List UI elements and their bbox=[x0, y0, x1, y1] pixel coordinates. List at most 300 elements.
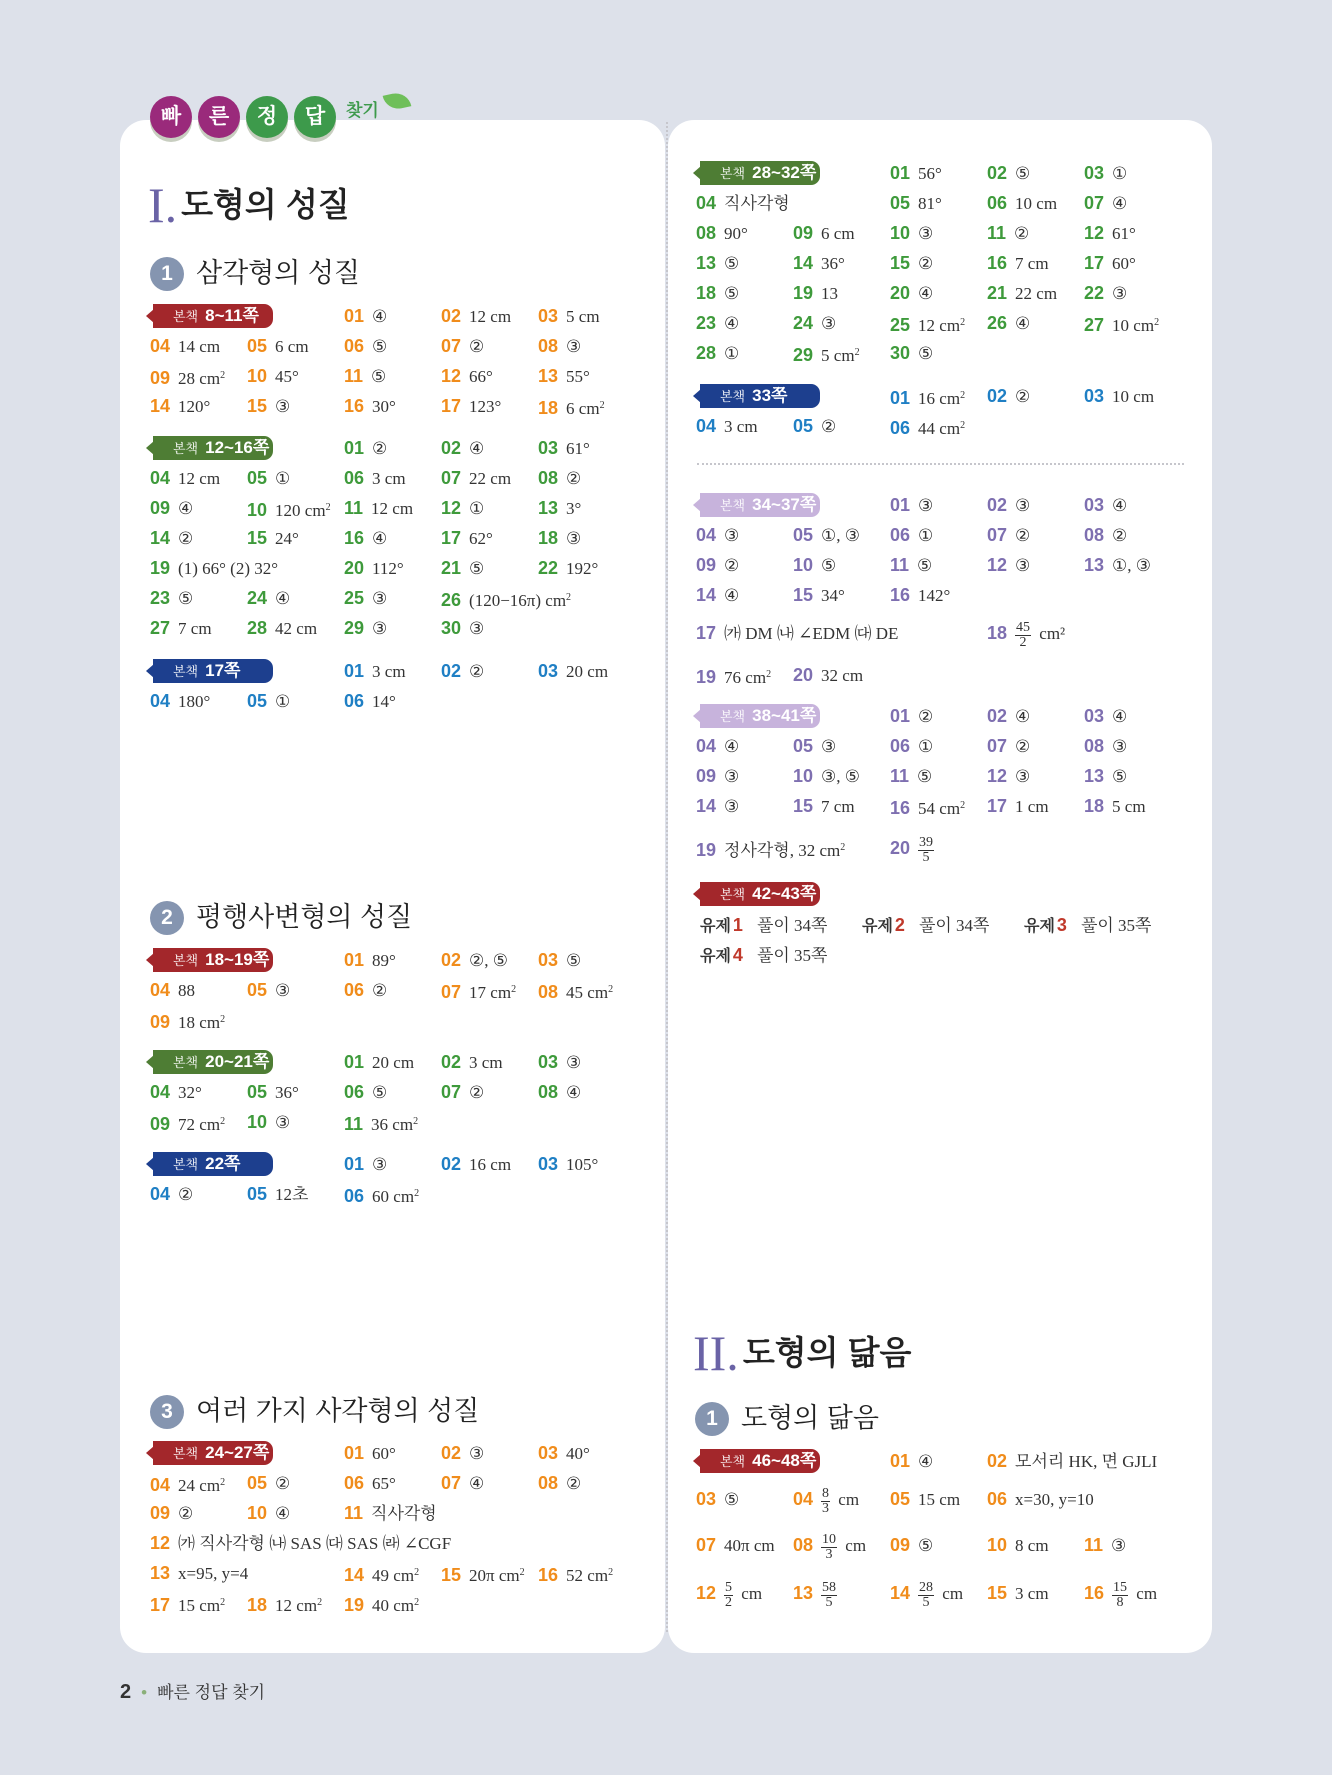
page-tag-24: 본책 24~27쪽 bbox=[153, 1441, 273, 1465]
answer-item bbox=[441, 334, 484, 358]
answer-number: 01 bbox=[890, 1451, 911, 1471]
answer-item bbox=[793, 1580, 841, 1610]
answer-item bbox=[344, 304, 387, 328]
answer-item bbox=[247, 466, 290, 490]
answer-number: 19 bbox=[344, 1595, 365, 1615]
answer-item bbox=[987, 1581, 1049, 1605]
answer-number: 03 bbox=[538, 661, 559, 681]
answer-item bbox=[150, 556, 278, 580]
answer-value: (1) 66° (2) 32° bbox=[178, 559, 279, 578]
answer-item bbox=[538, 1441, 590, 1465]
answer-number: 15 bbox=[890, 253, 911, 273]
answer-number: 04 bbox=[150, 980, 171, 1000]
answer-value: 16 $cm^2$ bbox=[918, 389, 966, 408]
answer-value: 42 cm bbox=[275, 619, 318, 638]
answer-value: 정사각형, 32 $cm^2$ bbox=[724, 841, 846, 860]
answer-value: ① bbox=[918, 737, 934, 756]
answer-item bbox=[696, 221, 748, 245]
answer-item bbox=[538, 304, 600, 328]
answer-value: $\frac{28}{5}$ cm bbox=[919, 1580, 964, 1610]
answer-item bbox=[247, 1110, 290, 1134]
answer-item bbox=[150, 1471, 225, 1495]
answer-number: 12 bbox=[987, 555, 1008, 575]
answer-item bbox=[987, 493, 1030, 517]
answer-value: 28 $cm^2$ bbox=[178, 369, 226, 388]
answer-number: 04 bbox=[150, 336, 171, 356]
answer-number: 11 bbox=[344, 366, 364, 386]
section-number: 3 bbox=[150, 1395, 184, 1429]
answer-value: 3 cm bbox=[372, 469, 406, 488]
answer-value: ④ bbox=[275, 1504, 291, 1523]
section-title: 평행사변형의 성질 bbox=[196, 902, 413, 932]
answer-number: 02 bbox=[441, 661, 462, 681]
answer-number: 19 bbox=[696, 840, 717, 860]
answer-value: ⑤ bbox=[918, 1536, 934, 1555]
answer-value: ③, ⑤ bbox=[821, 767, 861, 786]
answer-item bbox=[793, 583, 845, 607]
answer-item bbox=[344, 1182, 419, 1206]
answer-item bbox=[793, 1532, 867, 1562]
answer-item bbox=[987, 620, 1066, 650]
page-tag-28: 본책 28~32쪽 bbox=[700, 161, 820, 185]
answer-number: 02 bbox=[441, 950, 462, 970]
answer-number: 14 bbox=[696, 796, 717, 816]
answer-number: 01 bbox=[890, 495, 911, 515]
page-tag-18: 본책 18~19쪽 bbox=[153, 948, 273, 972]
answer-number: 07 bbox=[987, 525, 1008, 545]
answer-value: ③ bbox=[372, 619, 388, 638]
answer-item bbox=[793, 553, 836, 577]
answer-item bbox=[150, 1531, 451, 1555]
answer-value: 60° bbox=[1112, 254, 1136, 273]
answer-item bbox=[150, 496, 193, 520]
answer-number: 03 bbox=[1084, 386, 1105, 406]
answer-item bbox=[890, 341, 933, 365]
answer-number: 03 bbox=[538, 1154, 559, 1174]
answer-item bbox=[247, 1471, 290, 1495]
answer-item bbox=[890, 384, 965, 408]
footer bbox=[120, 1678, 265, 1704]
answer-item bbox=[150, 466, 220, 490]
answer-value: 62° bbox=[469, 529, 493, 548]
answer-item bbox=[538, 1050, 581, 1074]
answer-item bbox=[890, 523, 933, 547]
answer-value: ⑤ bbox=[918, 344, 934, 363]
answer-item bbox=[441, 1441, 484, 1465]
answer-value: ① bbox=[724, 344, 740, 363]
answer-item bbox=[793, 251, 845, 275]
answer-number: 16 bbox=[987, 253, 1008, 273]
answer-item bbox=[344, 556, 404, 580]
answer-number: 14 bbox=[344, 1565, 365, 1585]
answer-item bbox=[441, 496, 484, 520]
answer-number: 04 bbox=[696, 525, 717, 545]
answer-value: 36° bbox=[275, 1083, 299, 1102]
answer-item bbox=[344, 1561, 419, 1585]
answer-value: ③ bbox=[566, 1053, 582, 1072]
answer-item bbox=[538, 1080, 581, 1104]
answer-item bbox=[793, 414, 836, 438]
answer-number: 10 bbox=[247, 500, 268, 520]
answer-item bbox=[890, 281, 933, 305]
answer-item bbox=[987, 384, 1030, 408]
answer-number: 12 bbox=[441, 498, 462, 518]
answer-number: 05 bbox=[890, 193, 911, 213]
answer-value: $\frac{8}{3}$ cm bbox=[822, 1486, 860, 1516]
answer-item bbox=[696, 621, 898, 645]
section-number: 1 bbox=[150, 257, 184, 291]
answer-item bbox=[344, 1152, 387, 1176]
answer-number: 13 bbox=[1084, 766, 1105, 786]
answer-value: ④ bbox=[724, 737, 740, 756]
answer-item bbox=[987, 311, 1030, 335]
section-1-1 bbox=[150, 251, 360, 291]
answer-value: ⑤ bbox=[372, 337, 388, 356]
answer-item bbox=[1084, 493, 1127, 517]
section-title: 여러 가지 사각형의 성질 bbox=[196, 1396, 480, 1426]
answer-item bbox=[344, 586, 387, 610]
answer-item bbox=[890, 311, 965, 335]
answer-item bbox=[247, 1591, 322, 1615]
answer-number: 05 bbox=[793, 525, 814, 545]
answer-item bbox=[441, 659, 484, 683]
answer-number: 22 bbox=[538, 558, 559, 578]
answer-item bbox=[247, 1501, 290, 1525]
answer-value: 180° bbox=[178, 692, 211, 711]
answer-value: 12초 bbox=[275, 1185, 309, 1204]
answer-item bbox=[150, 1561, 248, 1585]
answer-number: 01 bbox=[344, 1443, 365, 1463]
answer-item bbox=[538, 556, 598, 580]
answer-item bbox=[696, 1580, 763, 1610]
answer-number: 02 bbox=[987, 706, 1008, 726]
answer-item bbox=[247, 526, 299, 550]
answer-number: 27 bbox=[1084, 315, 1105, 335]
answer-item bbox=[538, 334, 581, 358]
answer-item bbox=[441, 1561, 525, 1585]
answer-value: ④ bbox=[275, 589, 291, 608]
answer-item bbox=[441, 436, 484, 460]
answer-item bbox=[247, 616, 317, 640]
answer-item bbox=[890, 1449, 933, 1473]
answer-number: 10 bbox=[793, 766, 814, 786]
answer-value: 13 bbox=[821, 284, 839, 303]
answer-value: 61° bbox=[1112, 224, 1136, 243]
answer-number: 07 bbox=[441, 1082, 462, 1102]
answer-number: 13 bbox=[793, 1583, 814, 1604]
answer-number: 04 bbox=[150, 1082, 171, 1102]
answer-number: 05 bbox=[247, 1082, 268, 1102]
answer-number: 03 bbox=[1084, 706, 1105, 726]
answer-number: 09 bbox=[696, 555, 717, 575]
answer-number: 02 bbox=[987, 495, 1008, 515]
answer-number: 06 bbox=[344, 1082, 365, 1102]
answer-number: 08 bbox=[538, 1473, 559, 1493]
answer-number: 14 bbox=[150, 396, 171, 416]
answer-value: ③ bbox=[1111, 1536, 1127, 1555]
answer-value: 8 cm bbox=[1015, 1536, 1049, 1555]
page-tag-34: 본책 34~37쪽 bbox=[700, 493, 820, 517]
chapter-1-title bbox=[148, 176, 350, 234]
answer-item bbox=[538, 948, 581, 972]
example-reference bbox=[700, 943, 827, 967]
answer-item bbox=[247, 364, 299, 388]
answer-item bbox=[538, 364, 590, 388]
answer-item bbox=[441, 1471, 484, 1495]
answer-number: 16 bbox=[344, 528, 365, 548]
answer-value: ④ bbox=[918, 1452, 934, 1471]
answer-value: $\frac{15}{8}$ cm bbox=[1113, 1580, 1158, 1610]
answer-item bbox=[890, 704, 933, 728]
answer-number: 17 bbox=[150, 1595, 171, 1615]
answer-number: 02 bbox=[441, 1443, 462, 1463]
answer-number: 05 bbox=[247, 691, 268, 711]
answer-number: 03 bbox=[538, 1443, 559, 1463]
answer-item bbox=[344, 334, 387, 358]
answer-value: 90° bbox=[724, 224, 748, 243]
answer-number: 11 bbox=[344, 1503, 364, 1523]
answer-number: 10 bbox=[247, 1503, 268, 1523]
title-char-2: 른 bbox=[198, 96, 240, 138]
answer-item bbox=[344, 948, 396, 972]
answer-value: 60 $cm^2$ bbox=[372, 1187, 420, 1206]
answer-value: 15 $cm^2$ bbox=[178, 1596, 226, 1615]
answer-item bbox=[344, 394, 396, 418]
answer-value: ④ bbox=[469, 1474, 485, 1493]
answer-number: 17 bbox=[987, 796, 1008, 816]
answer-value: 3 cm bbox=[724, 417, 758, 436]
answer-number: 03 bbox=[538, 1052, 559, 1072]
answer-item bbox=[793, 311, 836, 335]
answer-number: 01 bbox=[344, 950, 365, 970]
answer-number: 09 bbox=[150, 1012, 171, 1032]
page-tag-12: 본책 12~16쪽 bbox=[153, 436, 273, 460]
answer-item bbox=[890, 221, 933, 245]
answer-item bbox=[344, 689, 396, 713]
answer-number: 17 bbox=[696, 623, 717, 643]
example-page: 풀이 35쪽 bbox=[1080, 916, 1152, 935]
answer-value: 45 $cm^2$ bbox=[566, 983, 614, 1002]
answer-value: ④ bbox=[1112, 496, 1128, 515]
answer-value: ④ bbox=[372, 307, 388, 326]
answer-number: 01 bbox=[344, 1052, 365, 1072]
answer-number: 29 bbox=[344, 618, 365, 638]
answer-item bbox=[538, 526, 581, 550]
answer-number: 24 bbox=[247, 588, 268, 608]
answer-value: ① bbox=[469, 499, 485, 518]
chapter-numeral: I. bbox=[148, 177, 178, 233]
answer-number: 28 bbox=[247, 618, 268, 638]
answer-item bbox=[538, 496, 581, 520]
example-label: 유제 3 bbox=[1024, 915, 1067, 935]
answer-value: 32° bbox=[178, 1083, 202, 1102]
answer-number: 04 bbox=[696, 193, 717, 213]
answer-number: 20 bbox=[344, 558, 365, 578]
answer-value: ② bbox=[566, 1474, 582, 1493]
answer-value: ⑤ bbox=[1015, 164, 1031, 183]
answer-value: ⑤ bbox=[724, 1490, 740, 1509]
answer-number: 25 bbox=[344, 588, 365, 608]
footer-dot: • bbox=[141, 1683, 148, 1702]
answer-number: 10 bbox=[890, 223, 911, 243]
answer-number: 03 bbox=[538, 950, 559, 970]
answer-value: ⑤ bbox=[724, 254, 740, 273]
answer-value: 66° bbox=[469, 367, 493, 386]
answer-item bbox=[1084, 281, 1127, 305]
answer-item bbox=[538, 1471, 581, 1495]
answer-number: 07 bbox=[441, 1473, 462, 1493]
page-tag-33: 본책 33쪽 bbox=[700, 384, 820, 408]
answer-item bbox=[247, 334, 309, 358]
answer-item bbox=[247, 1080, 299, 1104]
answer-number: 20 bbox=[890, 838, 911, 859]
answer-item bbox=[441, 304, 511, 328]
answer-number: 18 bbox=[247, 1595, 268, 1615]
answer-value: ② bbox=[372, 439, 388, 458]
answer-item bbox=[538, 394, 605, 418]
answer-number: 06 bbox=[344, 1473, 365, 1493]
answer-value: ①, ③ bbox=[821, 526, 861, 545]
answer-value: ② bbox=[918, 254, 934, 273]
answer-value: 36° bbox=[821, 254, 845, 273]
answer-item bbox=[150, 1591, 225, 1615]
answer-value: 72 $cm^2$ bbox=[178, 1115, 226, 1134]
answer-item bbox=[890, 835, 938, 865]
answer-value: 40π cm bbox=[724, 1536, 775, 1555]
answer-number: 17 bbox=[441, 528, 462, 548]
answer-item bbox=[696, 251, 739, 275]
answer-number: 06 bbox=[344, 691, 365, 711]
answer-value: ② bbox=[724, 556, 740, 575]
answer-value: 10 cm bbox=[1112, 387, 1155, 406]
answer-value: ③ bbox=[918, 496, 934, 515]
answer-value: ㈎ 직사각형 ㈏ SAS ㈐ SAS ㈑ ∠CGF bbox=[178, 1534, 452, 1553]
answer-value: ③ bbox=[469, 619, 485, 638]
answer-value: 44 $cm^2$ bbox=[918, 419, 966, 438]
answer-value: 49 $cm^2$ bbox=[372, 1566, 420, 1585]
answer-number: 01 bbox=[890, 163, 911, 183]
answer-number: 15 bbox=[987, 1583, 1008, 1603]
answer-number: 20 bbox=[793, 665, 814, 685]
chapter-2-title bbox=[693, 1324, 911, 1382]
answer-number: 13 bbox=[538, 498, 559, 518]
answer-item bbox=[890, 553, 932, 577]
answer-value: 65° bbox=[372, 1474, 396, 1493]
title-char-1: 빠 bbox=[150, 96, 192, 138]
answer-value: 34° bbox=[821, 586, 845, 605]
answer-item bbox=[890, 1487, 960, 1511]
answer-value: ① bbox=[1112, 164, 1128, 183]
example-page: 풀이 34쪽 bbox=[918, 916, 990, 935]
answer-value: ⑤ bbox=[1112, 767, 1128, 786]
page-number: 2 bbox=[120, 1681, 132, 1703]
answer-number: 16 bbox=[890, 798, 911, 818]
answer-value: 6 cm bbox=[275, 337, 309, 356]
answer-value: x=95, y=4 bbox=[178, 1564, 249, 1583]
answer-number: 09 bbox=[696, 766, 717, 786]
answer-item bbox=[987, 553, 1030, 577]
answer-number: 09 bbox=[150, 368, 171, 388]
answer-item bbox=[1084, 1580, 1158, 1610]
answer-item bbox=[441, 616, 484, 640]
answer-value: 60° bbox=[372, 1444, 396, 1463]
answer-number: 17 bbox=[1084, 253, 1105, 273]
answer-number: 16 bbox=[538, 1565, 559, 1585]
answer-number: 14 bbox=[793, 253, 814, 273]
answer-item bbox=[344, 364, 386, 388]
answer-value: 3 cm bbox=[469, 1053, 503, 1072]
answer-number: 26 bbox=[987, 313, 1008, 333]
answer-value: 6 cm bbox=[821, 224, 855, 243]
chapter-numeral: II. bbox=[693, 1325, 739, 1381]
answer-value: ③ bbox=[821, 737, 837, 756]
answer-item bbox=[344, 526, 387, 550]
answer-value: 40 $cm^2$ bbox=[372, 1596, 420, 1615]
answer-value: 30° bbox=[372, 397, 396, 416]
section-number: 2 bbox=[150, 901, 184, 935]
answer-item bbox=[987, 1487, 1094, 1511]
answer-number: 12 bbox=[987, 766, 1008, 786]
title-char-3: 정 bbox=[246, 96, 288, 138]
answer-value: ② bbox=[1015, 737, 1031, 756]
answer-item bbox=[987, 1449, 1157, 1473]
answer-number: 01 bbox=[890, 706, 911, 726]
answer-number: 13 bbox=[696, 253, 717, 273]
answer-value: 105° bbox=[566, 1155, 599, 1174]
answer-item bbox=[441, 1152, 511, 1176]
answer-number: 06 bbox=[890, 418, 911, 438]
answer-item bbox=[696, 1533, 775, 1557]
answer-value: 88 bbox=[178, 981, 196, 1000]
answer-item bbox=[696, 794, 739, 818]
answer-value: ③ bbox=[372, 589, 388, 608]
answer-number: 05 bbox=[247, 336, 268, 356]
answer-number: 04 bbox=[150, 1184, 171, 1204]
answer-value: $\frac{5}{2}$ cm bbox=[725, 1580, 763, 1610]
answer-value: 54 $cm^2$ bbox=[918, 799, 966, 818]
answer-number: 07 bbox=[1084, 193, 1105, 213]
answer-item bbox=[1084, 704, 1127, 728]
answer-item bbox=[538, 466, 581, 490]
answer-number: 19 bbox=[696, 667, 717, 687]
answer-value: ③ bbox=[275, 981, 291, 1000]
answer-item bbox=[441, 556, 484, 580]
answer-item bbox=[441, 1080, 484, 1104]
section-1-3 bbox=[150, 1389, 479, 1429]
answer-item bbox=[538, 436, 590, 460]
answer-item bbox=[793, 221, 855, 245]
answer-value: ③ bbox=[1015, 767, 1031, 786]
answer-item bbox=[890, 794, 965, 818]
answer-number: 11 bbox=[344, 1114, 364, 1134]
answer-item bbox=[150, 616, 212, 640]
page-tag-17: 본책 17쪽 bbox=[153, 659, 273, 683]
example-reference bbox=[862, 913, 989, 937]
answer-value: ③ bbox=[1015, 556, 1031, 575]
footer-label: 빠른 정답 찾기 bbox=[157, 1683, 266, 1702]
answer-value: 3° bbox=[566, 499, 582, 518]
answer-value: 52 $cm^2$ bbox=[566, 1566, 614, 1585]
answer-value: 55° bbox=[566, 367, 590, 386]
answer-value: 40° bbox=[566, 1444, 590, 1463]
answer-value: 20 cm bbox=[566, 662, 609, 681]
answer-value: ② bbox=[178, 529, 194, 548]
answer-number: 08 bbox=[538, 982, 559, 1002]
answer-item bbox=[696, 341, 739, 365]
answer-value: 15 cm bbox=[918, 1490, 961, 1509]
chapter-title: 도형의 닮음 bbox=[742, 1334, 912, 1371]
answer-item bbox=[538, 1152, 598, 1176]
